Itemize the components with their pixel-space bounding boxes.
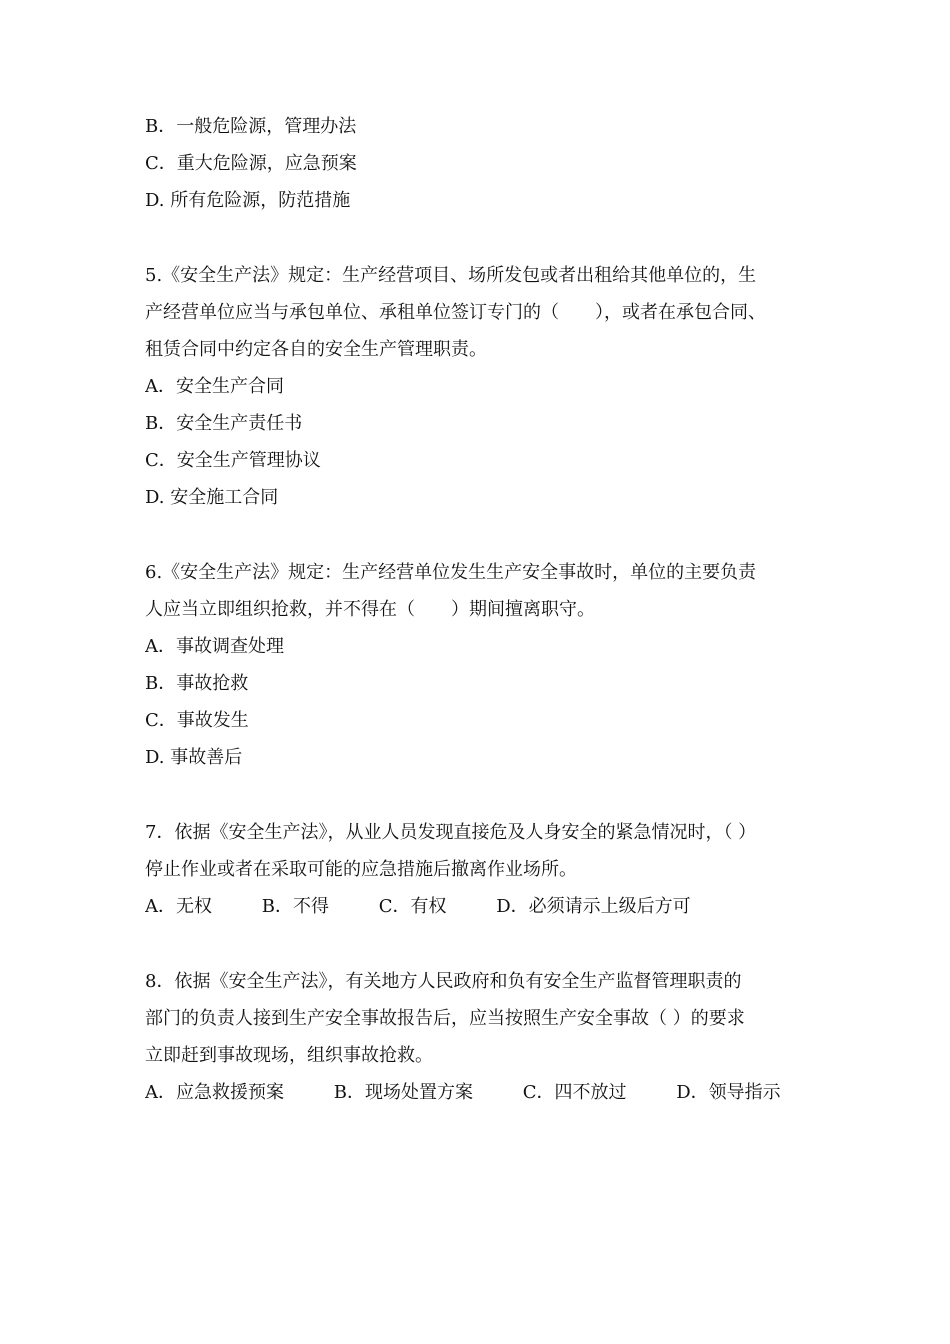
question-text-line: 租赁合同中约定各自的安全生产管理职责。 bbox=[145, 339, 487, 360]
options-row bbox=[145, 888, 795, 925]
option-b: B．不得 bbox=[261, 896, 329, 917]
document-content bbox=[145, 108, 795, 1111]
question-4-options bbox=[145, 108, 795, 219]
option-c: C．安全生产管理协议 bbox=[145, 450, 321, 471]
option-b: B．安全生产责任书 bbox=[145, 413, 303, 434]
option-d: D．必须请示上级后方可 bbox=[496, 896, 691, 917]
question-text-line: 8．依据《安全生产法》，有关地方人民政府和负有安全生产监督管理职责的 bbox=[145, 971, 742, 992]
options-row bbox=[145, 1074, 795, 1111]
option-d: D. 事故善后 bbox=[145, 747, 243, 768]
question-text-line: 5.《安全生产法》规定：生产经营项目、场所发包或者出租给其他单位的，生 bbox=[145, 265, 757, 286]
question-text-line: 立即赶到事故现场，组织事故抢救。 bbox=[145, 1045, 433, 1066]
question-8 bbox=[145, 963, 795, 1111]
spacer bbox=[145, 516, 795, 554]
option-c: C．有权 bbox=[378, 896, 447, 917]
spacer bbox=[145, 776, 795, 814]
option-a: A．事故调查处理 bbox=[145, 636, 284, 657]
option-d: D．领导指示 bbox=[676, 1082, 781, 1103]
option-c: C．四不放过 bbox=[522, 1082, 627, 1103]
question-text-line: 产经营单位应当与承包单位、承租单位签订专门的（ ），或者在承包合同、 bbox=[145, 302, 766, 323]
question-7 bbox=[145, 814, 795, 925]
option-b: B．现场处置方案 bbox=[333, 1082, 473, 1103]
question-text-line: 人应当立即组织抢救，并不得在（ ）期间擅离职守。 bbox=[145, 599, 595, 620]
question-text-line: 部门的负责人接到生产安全事故报告后，应当按照生产安全事故（ ）的要求 bbox=[145, 1008, 745, 1029]
question-text-line: 7．依据《安全生产法》，从业人员发现直接危及人身安全的紧急情况时，（ ） bbox=[145, 822, 757, 843]
question-6 bbox=[145, 554, 795, 776]
spacer bbox=[145, 925, 795, 963]
option-d: D. 安全施工合同 bbox=[145, 487, 279, 508]
option-d: D. 所有危险源，防范措施 bbox=[145, 190, 351, 211]
option-a: A．应急救援预案 bbox=[145, 1082, 284, 1103]
spacer bbox=[145, 219, 795, 257]
question-text-line: 6.《安全生产法》规定：生产经营单位发生生产安全事故时，单位的主要负责 bbox=[145, 562, 757, 583]
option-c: C．重大危险源，应急预案 bbox=[145, 153, 357, 174]
option-b: B．一般危险源，管理办法 bbox=[145, 116, 357, 137]
option-c: C．事故发生 bbox=[145, 710, 249, 731]
option-b: B．事故抢救 bbox=[145, 673, 249, 694]
option-a: A．安全生产合同 bbox=[145, 376, 284, 397]
option-a: A．无权 bbox=[145, 896, 212, 917]
question-text-line: 停止作业或者在采取可能的应急措施后撤离作业场所。 bbox=[145, 859, 577, 880]
question-5 bbox=[145, 257, 795, 516]
